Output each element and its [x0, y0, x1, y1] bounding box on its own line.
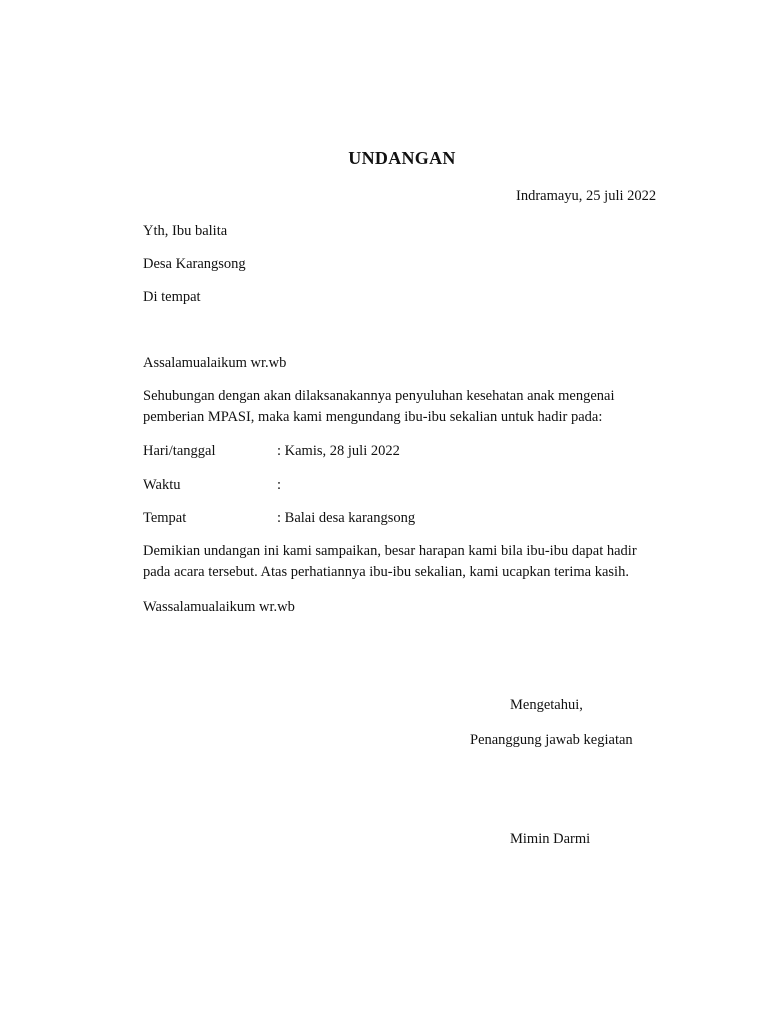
recipient-line: Yth, Ibu balita: [143, 223, 228, 239]
intro-paragraph: [143, 386, 663, 428]
recipient-location: Di tempat: [143, 289, 201, 305]
detail-value-date: : Kamis, 28 juli 2022: [277, 443, 400, 459]
letter-title: UNDANGAN: [348, 148, 456, 168]
closing-paragraph: [143, 541, 663, 583]
signature-acknowledged: Mengetahui,: [510, 697, 583, 713]
closing-line: pada acara tersebut. Atas perhatiannya ibu-ibu sekalian, kami ucapkan terima kasih.: [143, 564, 629, 580]
signature-role: Penanggung jawab kegiatan: [470, 732, 633, 748]
closing-line: Demikian undangan ini kami sampaikan, besar harapan kami bila ibu-ibu dapat hadir: [143, 543, 637, 559]
signature-name: Mimin Darmi: [510, 831, 591, 847]
intro-line: Sehubungan dengan akan dilaksanakannya penyuluhan kesehatan anak mengenai: [143, 388, 615, 404]
detail-label-time: Waktu: [143, 477, 181, 493]
recipient-village: Desa Karangsong: [143, 256, 246, 272]
place-date: Indramayu, 25 juli 2022: [516, 188, 657, 204]
detail-label-date: Hari/tanggal: [143, 443, 216, 459]
farewell: Wassalamualaikum wr.wb: [143, 599, 295, 615]
greeting: Assalamualaikum wr.wb: [143, 355, 287, 371]
detail-label-place: Tempat: [143, 510, 187, 526]
detail-value-time: :: [277, 477, 282, 493]
detail-value-place: : Balai desa karangsong: [277, 510, 416, 526]
intro-line: pemberian MPASI, maka kami mengundang ibu-ibu sekalian untuk hadir pada:: [143, 409, 603, 425]
